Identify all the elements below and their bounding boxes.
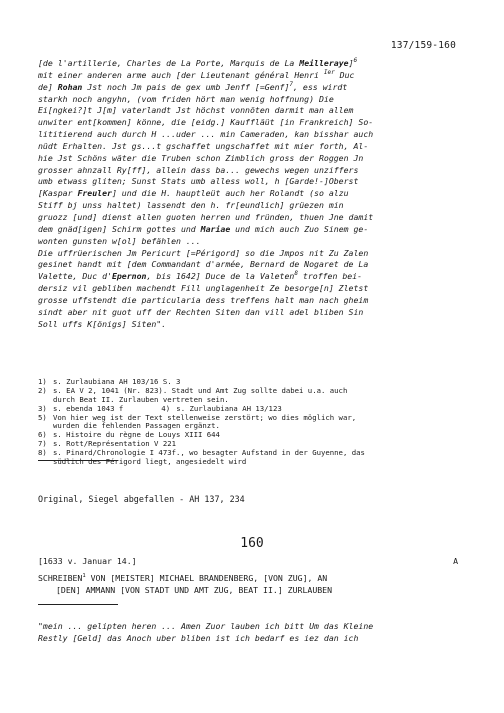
text-segment: [Kaspar — [38, 188, 78, 199]
footnote-text: s. Zurlaubiana AH 103/16 S. 3 — [53, 377, 181, 386]
letter-body-text — [38, 58, 468, 330]
footnotes — [38, 378, 468, 467]
text-segment: dem gnäd[igen] Schirm gottes und — [38, 223, 201, 234]
proper-name: Mariae — [200, 223, 231, 234]
footnote-text: s. Zurlaubiana AH 13/123 — [176, 403, 282, 413]
footnote-text: s. EA V 2, 1041 (Nr. 823). Stadt und Amt Zug sollte dabei u.a. auch — [53, 385, 348, 395]
text-segment: grosse uffstendt die particularia dess treffens halt man nach gheim — [38, 294, 369, 305]
text-segment: hie Jst Schöns wäter die Truben schon Zimblich gross der Roggen Jn — [38, 152, 364, 163]
body-line — [38, 141, 468, 153]
footnote-text: südlich des Périgord liegt, angesiedelt wird — [53, 457, 247, 467]
body-line — [38, 82, 468, 94]
document-date: [1633 v. Januar 14.] — [38, 556, 137, 566]
footnote-number: 6) — [38, 430, 47, 440]
footnote-number: 5) — [38, 412, 47, 422]
body-line — [38, 176, 468, 188]
footnote-number: 8) — [38, 448, 47, 458]
footnote-ref: 8 — [294, 270, 298, 278]
title-prefix: SCHREIBEN — [38, 573, 83, 583]
letter-excerpt — [38, 621, 478, 645]
text-segment: Duc — [334, 69, 355, 80]
body-line — [38, 319, 468, 331]
footnote-divider — [38, 460, 118, 461]
document-title — [38, 573, 478, 597]
footnote-number: 4) — [161, 403, 171, 413]
body-line — [38, 105, 468, 117]
footnote-ref: Ier — [323, 68, 335, 76]
text-segment: und mich auch Zuo Sinem ge- — [230, 223, 369, 234]
footnote-ref: 6 — [353, 57, 358, 64]
footnote-text: s. Histoire du règne de Louys XIII 644 — [53, 430, 220, 440]
footnote-text: s. ebenda 1043 f — [53, 403, 124, 413]
text-segment: Soll uffs K[önigs] Siten". — [38, 318, 167, 329]
body-line — [38, 236, 468, 248]
text-segment: Die uffrüerischen Jm Pericurt [=Périgord] so die Jmpos nit Zu Zalen — [38, 247, 369, 258]
text-segment: starkh noch angyhn, (vom friden hört man wenig hoffnung) Die — [38, 93, 334, 104]
document-number: 160 — [240, 536, 264, 551]
body-line — [38, 129, 468, 141]
text-segment: de] — [38, 81, 58, 92]
proper-name: Freuler — [77, 188, 112, 199]
body-line — [38, 248, 468, 260]
body-line — [38, 271, 468, 283]
title-line-1-rest: VON [MEISTER] MICHAEL BRANDENBERG, [VON ZUG], AN — [85, 573, 328, 583]
footnote-number: 2) — [38, 385, 47, 395]
body-line — [38, 94, 468, 106]
text-segment: Ei[ngkei?]t J[m] vaterlandt Jst höchst vonnöten darmit man allem — [38, 105, 354, 116]
body-line — [38, 188, 468, 200]
title-line-1 — [38, 573, 478, 585]
footnote-number: 7) — [38, 439, 47, 449]
text-segment: dersiz vil gebliben machendt Fill unglagenheit Ze besorge[n] Zletst — [38, 283, 369, 294]
body-line — [38, 165, 468, 177]
footnote-number: 3) — [38, 403, 47, 413]
text-segment: grosser ahnzall Ry[ff], allein dass ba... gewechs wegen unziffers — [38, 164, 359, 175]
text-segment: Jst noch Jm pais de gex umb Jenff [=Genf] — [82, 81, 290, 92]
footnote-text: s. Pinard/Chronologie I 473f., wo besagter Aufstand in der Guyenne, das — [53, 448, 365, 458]
text-segment: sindt aber nit guot uff der Rechten Siten dan vill adel bliben Sin — [38, 306, 364, 317]
text-segment: gesinet handt mit [dem Commandant d'armée, Bernard de Nogaret de La — [38, 259, 369, 270]
text-segment: nüdt Erhalten. Jst gs...t gschaffet ungschaffet mit mier forth, Al- — [38, 140, 369, 151]
body-line — [38, 153, 468, 165]
proper-name: Meilleraye — [299, 58, 349, 68]
title-footnote-ref: 1 — [82, 573, 86, 579]
body-line — [38, 70, 468, 82]
title-divider — [38, 604, 118, 605]
body-line — [38, 307, 468, 319]
text-segment: umb etwass gliten; Sunst Stats umb alless woll, h [Garde!-]Oberst — [38, 176, 359, 187]
proper-name: Epernon — [111, 271, 147, 282]
footnote-text: Von hier weg ist der Text stellenweise zerstört; wo dies möglich war, — [53, 412, 357, 422]
text-segment: , ess wirdt — [293, 81, 348, 92]
text-segment: unwiter ent[kommen] könne, die [eidg.] Kauffläüt [in Frankreich] So- — [38, 117, 374, 128]
body-line — [38, 224, 468, 236]
text-segment: gruozz [und] dienst allen guoten herren und fründen, thuen Jne damit — [38, 211, 374, 222]
body-line — [38, 259, 468, 271]
body-line — [38, 200, 468, 212]
body-line — [38, 117, 468, 129]
text-segment: , bis 1642] Duce de la Valeten — [146, 271, 295, 282]
body-line — [38, 212, 468, 224]
footnote-text: s. Rott/Représentation V 221 — [53, 439, 177, 449]
excerpt-line: Restly [Geld] das Anoch uber bliben ist ich bedarf es iez dan ich — [38, 632, 359, 643]
body-line — [38, 283, 468, 295]
text-segment: Stiff bj unss haltet) lassendt den h. fr[eundlich] grüezen min — [38, 200, 344, 211]
text-segment: Valette, Duc d' — [38, 271, 112, 282]
footnote-text: wurden die fehlenden Passagen ergänzt. — [53, 421, 220, 431]
proper-name: Rohan — [57, 81, 83, 92]
excerpt-line: "mein ... gelipten heren ... Amen Zuor lauben ich bitt Um das Kleine — [38, 621, 374, 631]
body-line — [38, 295, 468, 307]
text-segment: ] — [348, 58, 354, 68]
page-number: 137/159-160 — [390, 40, 456, 51]
body-line — [38, 58, 468, 70]
text-segment: ] und die H. hauptleüt auch her Rolandt (so alzu — [111, 188, 349, 199]
text-segment: wonten gunsten w[ol] befählen ... — [38, 235, 201, 246]
title-line-2: [DEN] AMMANN [VON STADT UND AMT ZUG, BEAT II.] ZURLAUBEN — [56, 584, 333, 595]
text-segment: troffen bei- — [297, 271, 363, 282]
footnote-ref: 7 — [289, 80, 294, 88]
source-note: Original, Siegel abgefallen - AH 137, 234 — [38, 494, 245, 504]
footnote-text: durch Beat II. Zurlauben vertreten sein. — [53, 394, 229, 404]
text-segment: [de l'artillerie, Charles de La Porte, Marquis de La — [38, 58, 300, 68]
text-segment: lititierend auch durch H ...uder ... min Cameraden, kan bisshar auch — [38, 129, 374, 140]
document-category-letter: A — [453, 556, 458, 566]
footnote-number: 1) — [38, 377, 47, 386]
text-segment: mit einer anderen arme auch [der Lieutenant général Henri — [38, 69, 324, 80]
